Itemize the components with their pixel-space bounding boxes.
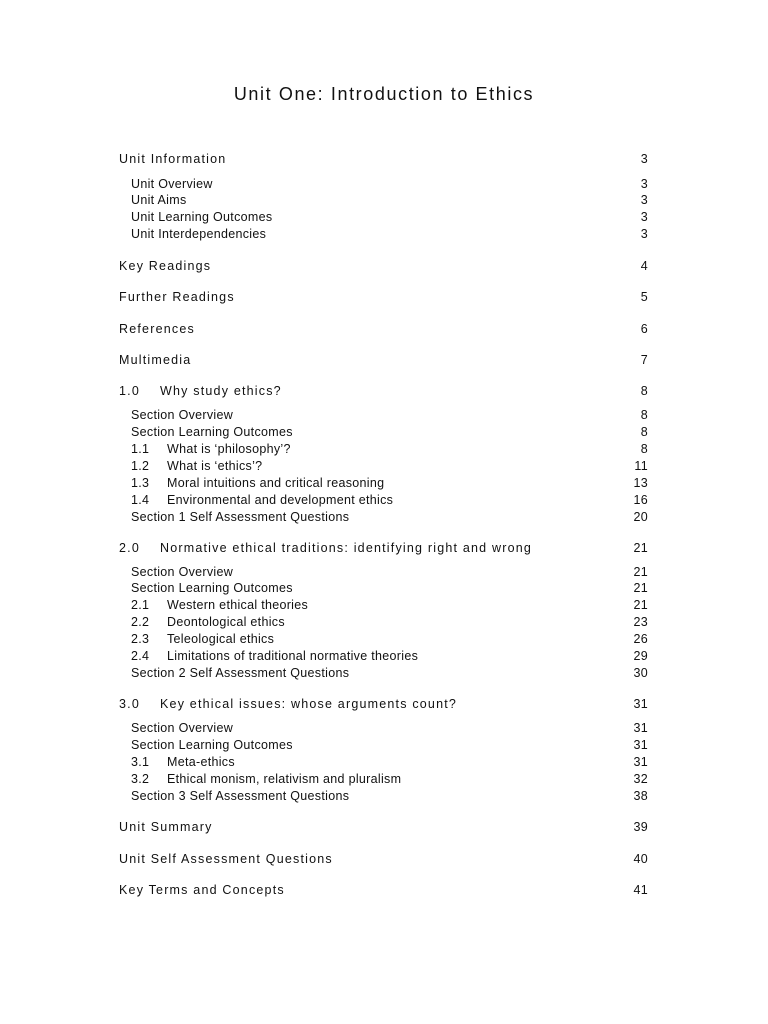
toc-entry-label: Unit Aims [131, 193, 187, 207]
toc-entry [131, 493, 648, 511]
toc-entry [119, 883, 648, 901]
toc-entry [131, 425, 648, 443]
toc-entry [119, 322, 648, 340]
toc-entry-label: Western ethical theories [167, 598, 309, 612]
toc-entry-page: 31 [633, 738, 648, 752]
toc-entry-text [131, 210, 272, 224]
toc-entry-number: 2.3 [131, 632, 150, 646]
toc-entry [119, 541, 648, 559]
toc-entry-label: What is ‘philosophy’? [167, 442, 291, 456]
toc-entry-label: Key Terms and Concepts [119, 883, 285, 897]
toc-entry-label: What is ‘ethics’? [167, 459, 263, 473]
page-title: Unit One: Introduction to Ethics [233, 84, 535, 104]
toc-entry [119, 852, 648, 870]
toc-entry-page: 39 [633, 820, 648, 834]
toc-entry-page: 38 [633, 789, 648, 803]
toc-entry-label: Key ethical issues: whose arguments count? [160, 697, 458, 711]
toc-entry-page: 30 [633, 666, 648, 680]
toc-entry-number: 2.4 [131, 649, 150, 663]
toc-entry-text [131, 632, 274, 646]
toc-entry-label: Section Learning Outcomes [131, 425, 293, 439]
toc-entry-text [131, 510, 349, 524]
toc-entry-page: 3 [640, 152, 648, 166]
toc-entry [119, 353, 648, 371]
toc-entry-number: 2.1 [131, 598, 150, 612]
toc-entry-text [131, 565, 233, 579]
toc-entry-page: 41 [633, 883, 648, 897]
toc-entry [131, 442, 648, 460]
toc-entry-label: Unit Self Assessment Questions [119, 852, 333, 866]
toc-entry-label: Moral intuitions and critical reasoning [167, 476, 385, 490]
toc-entry-text [119, 322, 195, 336]
toc-entry-label: Key Readings [119, 259, 212, 273]
toc-entry-number: 2.0 [119, 541, 140, 555]
toc-entry-label: Ethical monism, relativism and pluralism [167, 772, 402, 786]
toc-entry-page: 32 [633, 772, 648, 786]
toc-entry [131, 598, 648, 616]
toc-entry [131, 666, 648, 684]
toc-entry-text [131, 666, 349, 680]
toc-entry-text [131, 177, 213, 191]
toc-entry [131, 615, 648, 633]
toc-entry-label: Teleological ethics [167, 632, 275, 646]
toc-entry-number: 3.2 [131, 772, 150, 786]
toc-entry-label: Section Learning Outcomes [131, 581, 293, 595]
toc-entry-text [131, 476, 384, 490]
toc-entry-page: 31 [633, 721, 648, 735]
toc-entry-text [131, 227, 266, 241]
toc-entry-text [131, 408, 233, 422]
toc-entry [131, 408, 648, 426]
toc-entry-label: Multimedia [119, 353, 192, 367]
toc-entry-text [119, 541, 532, 555]
toc-entry-page: 8 [640, 425, 648, 439]
toc-entry-text [119, 290, 235, 304]
toc-entry-page: 3 [640, 193, 648, 207]
toc-entry-label: Unit Summary [119, 820, 213, 834]
toc-entry-label: Normative ethical traditions: identifying right and wrong [160, 541, 533, 555]
toc-entry-label: Section Overview [131, 721, 234, 735]
toc-entry-page: 21 [633, 541, 648, 555]
toc-entry-text [131, 193, 187, 207]
toc-entry-page: 6 [640, 322, 648, 336]
toc-entry-page: 5 [640, 290, 648, 304]
toc-entry [131, 772, 648, 790]
toc-entry-label: Section Overview [131, 565, 234, 579]
toc-entry-text [119, 384, 282, 398]
toc-entry-label: Unit Learning Outcomes [131, 210, 273, 224]
toc-entry [131, 510, 648, 528]
toc-entry-label: Unit Overview [131, 177, 213, 191]
toc-entry-text [131, 493, 393, 507]
toc-entry [119, 152, 648, 170]
toc-entry-text [131, 615, 285, 629]
toc-entry-page: 29 [633, 649, 648, 663]
toc-entry [131, 738, 648, 756]
toc-entry-label: Section 1 Self Assessment Questions [131, 510, 350, 524]
toc-entry-page: 31 [633, 697, 648, 711]
toc-entry-number: 3.0 [119, 697, 140, 711]
toc-entry-text [119, 259, 211, 273]
toc-entry-page: 40 [633, 852, 648, 866]
toc-entry-page: 31 [633, 755, 648, 769]
toc-entry-page: 26 [633, 632, 648, 646]
toc-entry-label: Section Learning Outcomes [131, 738, 293, 752]
toc-entry-text [131, 789, 349, 803]
toc-entry [131, 755, 648, 773]
toc-entry-page: 16 [633, 493, 648, 507]
toc-entry [131, 476, 648, 494]
toc-entry-page: 3 [640, 210, 648, 224]
toc-entry-label: Environmental and development ethics [167, 493, 394, 507]
toc-entry [131, 649, 648, 667]
toc-entry [131, 581, 648, 599]
toc-entry-text [119, 852, 333, 866]
toc-entry [131, 721, 648, 739]
toc-entry-label: Why study ethics? [160, 384, 282, 398]
toc-entry [131, 459, 648, 477]
toc-entry-page: 3 [640, 227, 648, 241]
toc-entry [119, 820, 648, 838]
toc-entry-page: 8 [640, 408, 648, 422]
toc-entry-text [131, 425, 293, 439]
toc-entry [131, 193, 648, 211]
toc-entry-text [119, 820, 213, 834]
toc-entry-text [131, 755, 235, 769]
toc-entry-number: 1.2 [131, 459, 150, 473]
toc-entry-text [119, 697, 457, 711]
toc-entry-text [119, 152, 226, 166]
toc-entry-page: 7 [640, 353, 648, 367]
toc-entry-label: Meta-ethics [167, 755, 235, 769]
toc-entry-number: 1.0 [119, 384, 140, 398]
toc-entry-label: Unit Interdependencies [131, 227, 267, 241]
toc-entry-number: 2.2 [131, 615, 150, 629]
toc-entry-page: 4 [640, 259, 648, 273]
toc-entry [119, 697, 648, 715]
toc-entry-label: References [119, 322, 195, 336]
toc-entry-number: 3.1 [131, 755, 150, 769]
toc-entry-text [131, 581, 293, 595]
toc-entry-text [119, 883, 285, 897]
toc-entry-page: 3 [640, 177, 648, 191]
toc-entry-page: 23 [633, 615, 648, 629]
toc-entry-label: Section Overview [131, 408, 234, 422]
toc-entry-page: 13 [633, 476, 648, 490]
toc-entry [131, 210, 648, 228]
toc-entry-text [131, 721, 233, 735]
toc-entry-page: 8 [640, 442, 648, 456]
toc-entry-text [131, 598, 308, 612]
toc-entry-label: Further Readings [119, 290, 235, 304]
toc-entry-label: Limitations of traditional normative theories [167, 649, 419, 663]
toc-entry-page: 20 [633, 510, 648, 524]
toc-entry-label: Section 2 Self Assessment Questions [131, 666, 350, 680]
toc-entry-label: Section 3 Self Assessment Questions [131, 789, 350, 803]
toc-entry [119, 384, 648, 402]
toc-entry-number: 1.4 [131, 493, 150, 507]
toc-entry [131, 632, 648, 650]
toc-entry-text [131, 442, 291, 456]
toc-entry-page: 8 [640, 384, 648, 398]
toc-entry-page: 21 [633, 598, 648, 612]
toc-entry-label: Deontological ethics [167, 615, 285, 629]
toc-entry-label: Unit Information [119, 152, 227, 166]
toc-entry-page: 21 [633, 565, 648, 579]
toc-entry [131, 789, 648, 807]
toc-entry-text [131, 738, 293, 752]
toc-entry [119, 259, 648, 277]
toc-entry-page: 11 [634, 459, 648, 473]
toc-entry-number: 1.3 [131, 476, 150, 490]
toc-entry-text [119, 353, 191, 367]
toc-entry-number: 1.1 [131, 442, 150, 456]
toc-entry [131, 227, 648, 245]
toc-entry [119, 290, 648, 308]
toc-entry-text [131, 772, 401, 786]
toc-entry-page: 21 [633, 581, 648, 595]
toc-entry-text [131, 459, 262, 473]
toc-entry-text [131, 649, 418, 663]
